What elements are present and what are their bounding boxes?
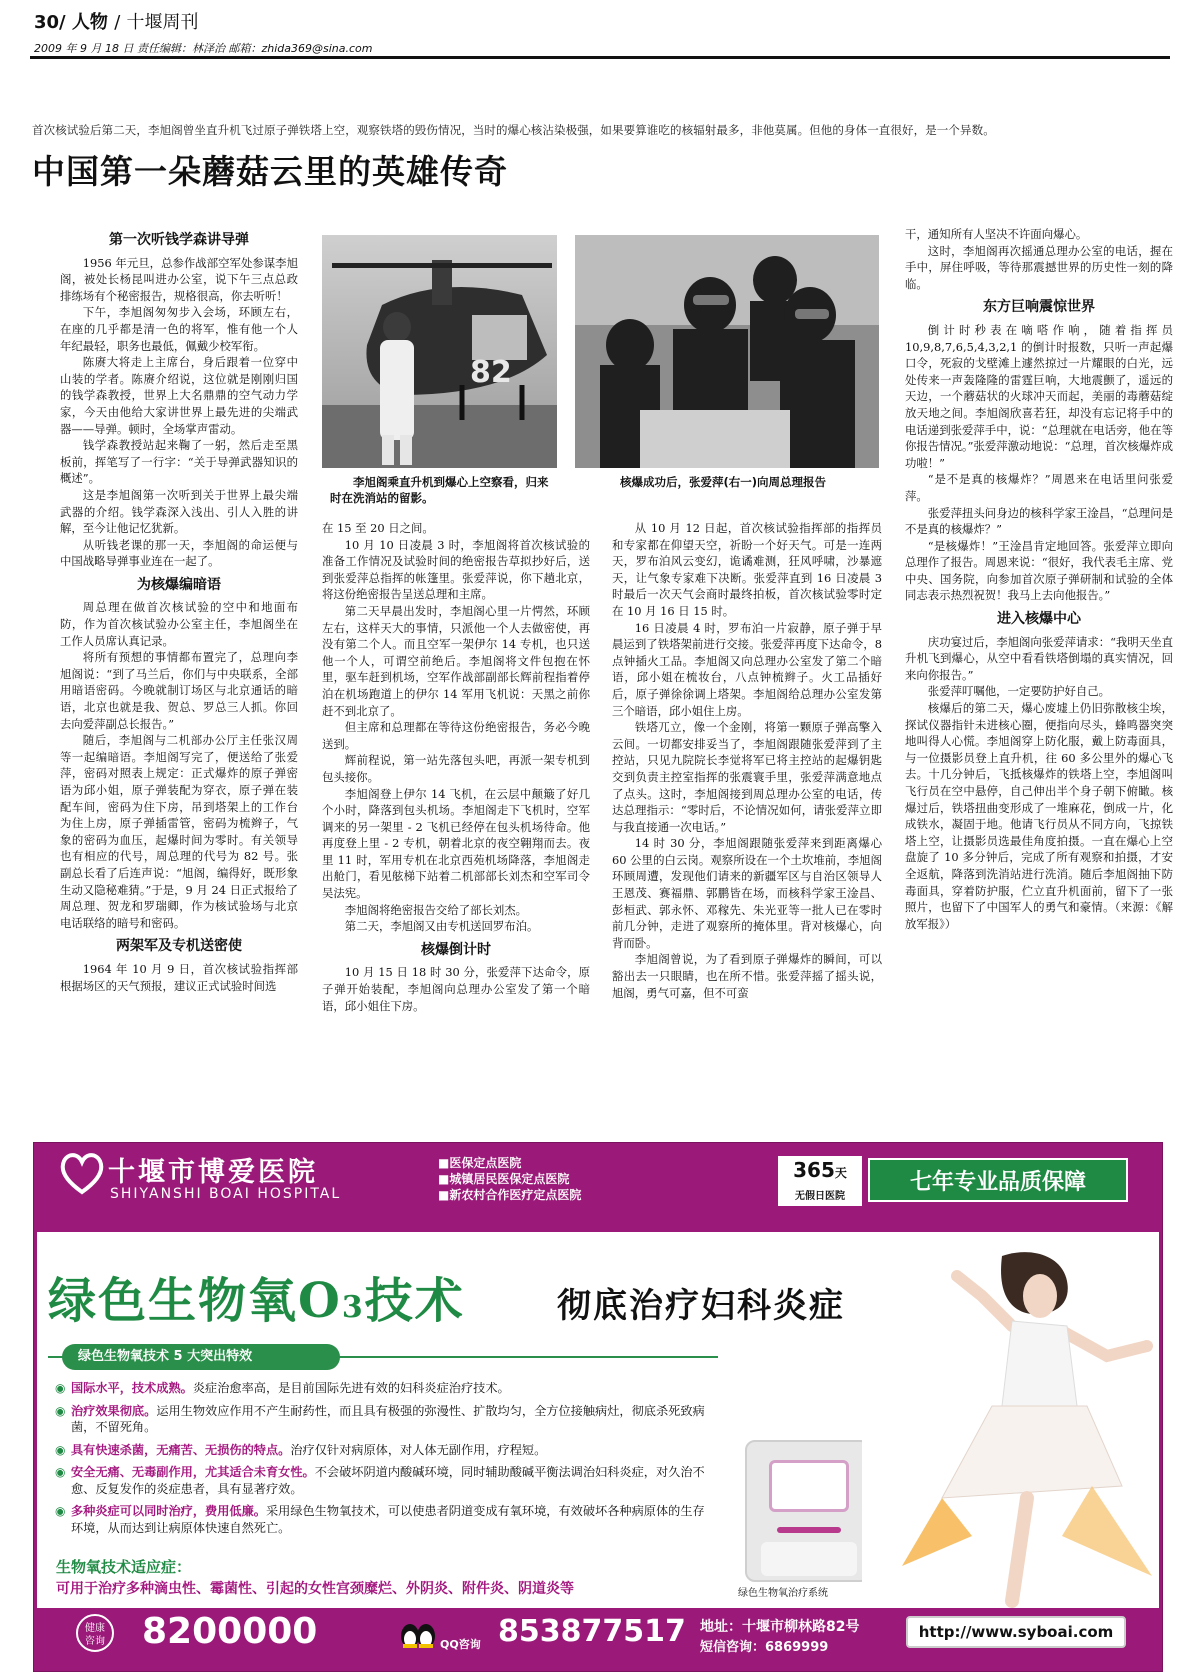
article-column-4 (905, 226, 1173, 1130)
days-subtext: 无假日医院 (795, 1191, 845, 1202)
paragraph: 随后，李旭阁与二机部办公厅主任张汉周等一起编暗语。李旭阁写完了，便送给了张爱萍，密码对照表上规定：正式爆炸的原子弹密语为邱小姐，原子弹装配为穿衣，原子弹在装配车间，密码为住下房，吊到塔架上的工作台为住上房，原子弹插雷管，密码为梳辫子，气象的密码为血压，起爆时间为零时。有关领导也有相应的代号，周总理的代号为 82 号。张副总长看了后连声说：“旭阁，编得好，既形象生动又隐秘难猜。”于是，9 月 24 日正式报给了周总理、贺龙和罗瑞卿，作为核试验场与北京电话联络的暗号和密码。 (60, 733, 298, 930)
feature-text: 运用生物效应作用不产生耐药性，而且具有极强的弥漫性、扩散均匀，全方位接触病灶，彻底杀死致病菌，不留死角。 (71, 1403, 705, 1434)
heart-logo-icon (60, 1150, 104, 1196)
header-rule (30, 56, 1170, 59)
section-name: 人物 (71, 12, 108, 33)
ad-headline-2: 彻底治疗妇科炎症 (557, 1286, 845, 1326)
paragraph: 10 月 10 日凌晨 3 时，李旭阁将首次核试验的准备工作情况及试验时间的绝密报告草拟抄好后，送到张爱萍总指挥的帐篷里。张爱萍说，你下趟北京，将这份绝密报告呈送总理和主席。 (322, 537, 590, 602)
ad-headline-main: 绿色生物氧O (48, 1273, 342, 1329)
subheading: 核爆倒计时 (421, 941, 491, 958)
feature-item (55, 1503, 715, 1536)
subheading: 进入核爆中心 (997, 611, 1081, 628)
ad-headline-subscript: 3 (341, 1290, 365, 1325)
paragraph: 16 日凌晨 4 时，罗布泊一片寂静，原子弹于早晨运到了铁塔架前进行交接。张爱萍再度下达命令，8 点钟插火工品。李旭阁又向总理办公室发了第二个暗语，邱小姐在梳妆台，八点钟梳辫子。火工品插好后，原子弹徐徐调上塔架。李旭阁给总理办公室发第三个暗语，邱小姐住上房。 (612, 620, 882, 718)
paragraph: “是核爆炸！”王淦昌肯定地回答。张爱萍立即向总理作了报告。周恩来说：“很好，我代表毛主席、党中央、国务院，向参加首次原子弹研制和试验的全体同志表示热烈祝贺！我马上去向他报告。” (905, 538, 1173, 603)
paragraph: 1956 年元旦，总参作战部空军处参谋李旭阁，被处长杨昆叫进办公室，说下午三点总政排练场有个秘密报告，规格很高，你去听听！ (60, 255, 298, 303)
issue-meta: 2009 年 9 月 18 日 责任编辑：林泽治 邮箱：zhida369@sina.com (34, 42, 373, 55)
paragraph: 第二天，李旭阁又由专机送回罗布泊。 (344, 919, 539, 934)
photo2-caption: 核爆成功后，张爱萍(右一)向周总理报告 (620, 475, 827, 489)
paragraph: 周总理在做首次核试验的空中和地面布防，作为首次核试验办公室主任，李旭阁坐在工作人员席认真记录。 (60, 600, 298, 648)
qq-label: QQ咨询 (440, 1638, 481, 1651)
paragraph: 倒计时秒表在嘀嗒作响，随着指挥员 10,9,8,7,6,5,4,3,2,1 的倒计时报数，只听一声起爆口令，死寂的戈壁滩上遽然掠过一片耀眼的白光，远处传来一声轰隆隆的雷霆巨响，大地震颤了，遥远的天边，一个蘑菇状的火球冲天而起，美丽的毒蘑菇绽放天地之间。李旭阁欣喜若狂，却没有忘记将手中的电话递到张爱萍手中，说：“总理就在电话旁，他在等你报告情况。”张爱萍激动地说：“总理，首次核爆炸成功啦！” (905, 322, 1173, 470)
feature-item (55, 1464, 715, 1497)
quality-guarantee: 七年专业品质保障 (868, 1158, 1128, 1202)
woman-photo (862, 1236, 1158, 1608)
feature-bold: 治疗效果彻底。 (71, 1403, 157, 1418)
hospital-name-en: SHIYANSHI BOAI HOSPITAL (110, 1186, 342, 1202)
paragraph: 这是李旭阁第一次听到关于世界上最尖端武器的介绍。钱学森深入浅出、引人入胜的讲解，至今让他记忆犹新。 (60, 487, 298, 536)
subheading: 两架军及专机送密使 (116, 938, 242, 955)
paragraph: 在 15 至 20 日之间。 (322, 521, 434, 535)
subheading: 东方巨响震惊世界 (983, 299, 1095, 316)
header-separator: / (114, 12, 121, 33)
days-number: 365 (793, 1158, 835, 1182)
feature-item (55, 1403, 715, 1436)
helicopter-number: 82 (470, 355, 512, 390)
subheading: 第一次听钱学森讲导弹 (109, 232, 249, 248)
feature-list (55, 1380, 715, 1542)
paragraph: 庆功宴过后，李旭阁向张爱萍请求：“我明天坐直升机飞到爆心，从空中看看铁塔倒塌的真实情况，回来向你报告。” (905, 634, 1173, 682)
qq-number: 853877517 (498, 1614, 686, 1649)
feature-bold: 多种炎症可以同时治疗，费用低廉。 (71, 1504, 266, 1518)
feature-bold: 国际水平，技术成熟。 (71, 1381, 193, 1395)
paragraph: 张爱萍扭头问身边的核科学家王淦昌，“总理问是不是真的核爆炸？” (905, 505, 1173, 537)
photo1-caption: 李旭阁乘直升机到爆心上空察看，归来时在洗消站的留影。 (330, 475, 549, 505)
feature-text: 炎症治愈率高，是目前国际先进有效的妇科炎症治疗技术。 (192, 1381, 510, 1395)
hospital-name: 十堰市博爱医院 (108, 1157, 318, 1188)
paragraph: 10 月 15 日 18 时 30 分，张爱萍下达命令，原子弹开始装配，李旭阁向总理办公室发了第一个暗语，邱小姐住下房。 (322, 965, 590, 1013)
days-badge (778, 1156, 862, 1206)
article-headline: 中国第一朵蘑菇云里的英雄传奇 (32, 152, 508, 191)
website-link[interactable] (906, 1616, 1126, 1648)
features-title: 绿色生物氧技术 5 大突出特效 (62, 1344, 340, 1370)
officers-photo (575, 235, 879, 468)
insurance-certifications (438, 1155, 581, 1203)
qq-penguin-icon (398, 1618, 438, 1654)
paragraph: 钱学森教授站起来鞠了一躬，然后走至黑板前，挥笔写了一行字：“关于导弹武器知识的概述”。 (60, 438, 298, 486)
paragraph: 张爱萍叮嘱他，一定要防护好自己。 (927, 684, 1111, 699)
paragraph: 14 时 30 分，李旭阁跟随张爱萍来到距离爆心 60 公里的白云岗。观察所设在一个土坎堆前，李旭阁环顾周遭，发现他们请来的新疆军区与自治区领导人王恩茂、赛福鼎、郭鹏皆在场，而核科学家王淦昌、彭桓武、郭永怀、邓稼先、朱光亚等一批人已在零时前几分钟，走进了观察所的掩体里。背对核爆心，向背而卧。 (612, 836, 882, 950)
article-column-1 (60, 225, 298, 1130)
paragraph: 第二天早晨出发时，李旭阁心里一片愕然，环顾左右，这样天大的事情，只派他一个人去做密使，再没有第二个人。而且空军一架伊尔 14 专机，也只送他一个人，可谓空前绝后。李旭阁将文件包抱在怀里，驱车赶到机场，空军作战部副部长辉前程指着停泊在机场跑道上的伊尔 14 军用飞机说：天黑之前你赶不到北京了。 (322, 603, 590, 718)
paragraph: 李旭阁登上伊尔 14 飞机，在云层中颠簸了好几个小时，降落到包头机场。李旭阁走下飞机时，空军调来的另一架里 - 2 飞机已经停在包头机场待命。他再度登上里 - 2 专机，朝着北京的夜空翱翔而去。夜里 11 时，军用专机在北京西苑机场降落，李旭阁走出舱门，看见舷梯下站着二机部部长刘杰和空军司令吴法宪。 (322, 786, 590, 901)
paragraph: 陈赓大将走上主席台，身后跟着一位穿中山装的学者。陈赓介绍说，这位就是刚刚归国的钱学森教授，世界上大名鼎鼎的空气动力学家，今天由他给大家讲世界上最先进的尖端武器——导弹。顿时，全场掌声雷动。 (60, 355, 298, 436)
treatment-device-image (745, 1440, 870, 1582)
ad-headline-end: 技术 (364, 1273, 465, 1329)
paragraph: 将所有预想的事情都布置完了，总理向李旭阁说：“到了马兰后，你们与中央联系，全部用暗语密码。今晚就制订场区与北京通话的暗语，北京也就是我、贺总、罗总三人抓。你回去向爱萍副总长报告。” (60, 650, 298, 731)
subheading: 为核爆编暗语 (137, 576, 221, 593)
cert-item: ■ 新农村合作医疗定点医院 (438, 1187, 581, 1203)
paragraph: 从 10 月 12 日起，首次核试验指挥部的指挥员和专家都在仰望天空，祈盼一个好天气。可是一连两天，罗布泊风云变幻，诡谲难测，狂风呼啸，沙暴遮天，让气象专家难下决断。张爱萍直到 16 日凌晨 3 时最后一次天气会商时最终拍板，首次核试验零时定在 10 月 16 日 15 时。 (612, 521, 882, 618)
feature-item (55, 1442, 715, 1459)
article-column-3 (612, 520, 882, 1130)
feature-item (55, 1380, 715, 1397)
feature-text: 治疗仅针对病原体，对人体无副作用，疗程短。 (290, 1442, 547, 1457)
sms: 短信咨询：6869999 (700, 1640, 829, 1655)
paper-name: 十堰周刊 (126, 12, 199, 33)
paragraph: 下午，李旭阁匆匆步入会场，环顾左右，在座的几乎都是清一色的将军，惟有他一个人年纪最轻，职务也最低，佩戴少校军衔。 (60, 305, 298, 353)
paragraph: 核爆后的第二天，爆心废墟上仍旧弥散核尘埃，探试仪器指针未进核心圈，便指向尽头，蜂鸣器突突地叫得人心慌。李旭阁穿上防化服，戴上防毒面具，与一位摄影员登上直升机，往 60 多公里外的爆心飞去。十几分钟后，飞抵核爆炸的铁塔上空，李旭阁叫飞行员在空中悬停，自己伸出半个身子朝下俯瞰。核爆过后，铁塔扭曲变形成了一堆麻花，倒成一片，化成铁水，凝固于地。他请飞行员从不同方向，飞掠铁塔上空，让摄影员选最佳角度拍摄。一直在爆心上空盘旋了 10 多分钟后，完成了所有观察和拍摄，才安全返航，降落到洗消站进行洗消。随后李旭阁抽下防毒面具，穿着防护服，伫立直升机面前，留下了一张照片，也留下了中国军人的勇气和豪情。（来源：《解放军报》） (905, 701, 1173, 931)
hotline-number: 8200000 (142, 1611, 318, 1652)
phone-icon (76, 1614, 114, 1652)
feature-text: 不会破坏阴道内酸碱环境，同时辅助酸碱平衡法调治妇科炎症，对久治不愈、反复发作的炎症患者，具有显著疗效。 (71, 1465, 705, 1496)
paragraph: 1964 年 10 月 9 日，首次核试验指挥部根据场区的天气预报，建议正式试验时间选 (60, 961, 298, 993)
address: 地址：十堰市柳林路82号 (700, 1619, 860, 1635)
paragraph: 铁塔兀立，像一个金刚，将第一颗原子弹高擎入云间。一切都安排妥当了，李旭阁跟随张爱萍到了主控站，只见九院院长李觉将军已将主控站的起爆钥匙交到负责主控室指挥的张震寰手里，张爱萍满意地点了点头。这时，李旭阁接到周总理办公室的电话，传达总理指示：“零时后，不论情况如何，请张爱萍立即与我直接通一次电话。” (612, 720, 882, 834)
cert-item: ■ 城镇居民医保定点医院 (438, 1171, 581, 1187)
paragraph: 李旭阁曾说，为了看到原子弹爆炸的瞬间，可以豁出去一只眼睛，也在所不惜。张爱萍摇了摇头说，旭阁，勇气可嘉，但不可蛮 (612, 952, 882, 1000)
indications-title: 生物氧技术适应症： (56, 1558, 192, 1576)
hotline-label: 健康咨询 (85, 1623, 105, 1647)
device-caption: 绿色生物氧治疗系统 (738, 1588, 828, 1599)
cert-item: ■ 医保定点医院 (438, 1155, 581, 1171)
feature-text: 采用绿色生物氧技术，可以使患者阴道变成有氧环境，有效破坏各种病原体的生存环境，从而达到让病原体快速自然死亡。 (71, 1504, 705, 1535)
website-url: http://www.syboai.com (918, 1623, 1114, 1641)
paragraph: 干，通知所有人坚决不许面向爆心。 (905, 227, 1088, 241)
article-lead: 首次核试验后第二天，李旭阁曾坐直升机飞过原子弹铁塔上空，观察铁塔的毁伤情况，当时的爆心核沾染极强，如果要算谁吃的核辐射最多，非他莫属。但他的身体一直很好，是一个异数。 (32, 123, 995, 137)
indications-text: 可用于治疗多种滴虫性、霉菌性、引起的女性宫颈糜烂、外阴炎、附件炎、阴道炎等 (56, 1581, 574, 1597)
page-header (34, 8, 199, 34)
article-column-2 (322, 520, 590, 1130)
feature-bold: 安全无痛、无毒副作用，尤其适合未育女性。 (71, 1465, 315, 1479)
paragraph: 这时，李旭阁再次摇通总理办公室的电话，握在手中，屏住呼吸，等待那震撼世界的历史性一刻的降临。 (905, 243, 1173, 291)
ad-headline (48, 1262, 465, 1331)
page-number: 30/ (34, 12, 66, 33)
days-unit: 天 (834, 1166, 847, 1180)
paragraph: 从听钱老课的那一天，李旭阁的命运便与中国战略导弹事业连在一起了。 (60, 537, 298, 569)
paragraph: 但主席和总理都在等待这份绝密报告，务必今晚送到。 (322, 720, 590, 751)
paragraph: “是不是真的核爆炸？”周恩来在电话里问张爱萍。 (905, 472, 1173, 503)
paragraph: 辉前程说，第一站先落包头吧，再派一架专机到包头接你。 (322, 753, 590, 784)
helicopter-photo (322, 235, 557, 468)
paragraph: 李旭阁将绝密报告交给了部长刘杰。 (344, 902, 528, 917)
feature-bold: 具有快速杀菌，无痛苦、无损伤的特点。 (71, 1442, 291, 1457)
